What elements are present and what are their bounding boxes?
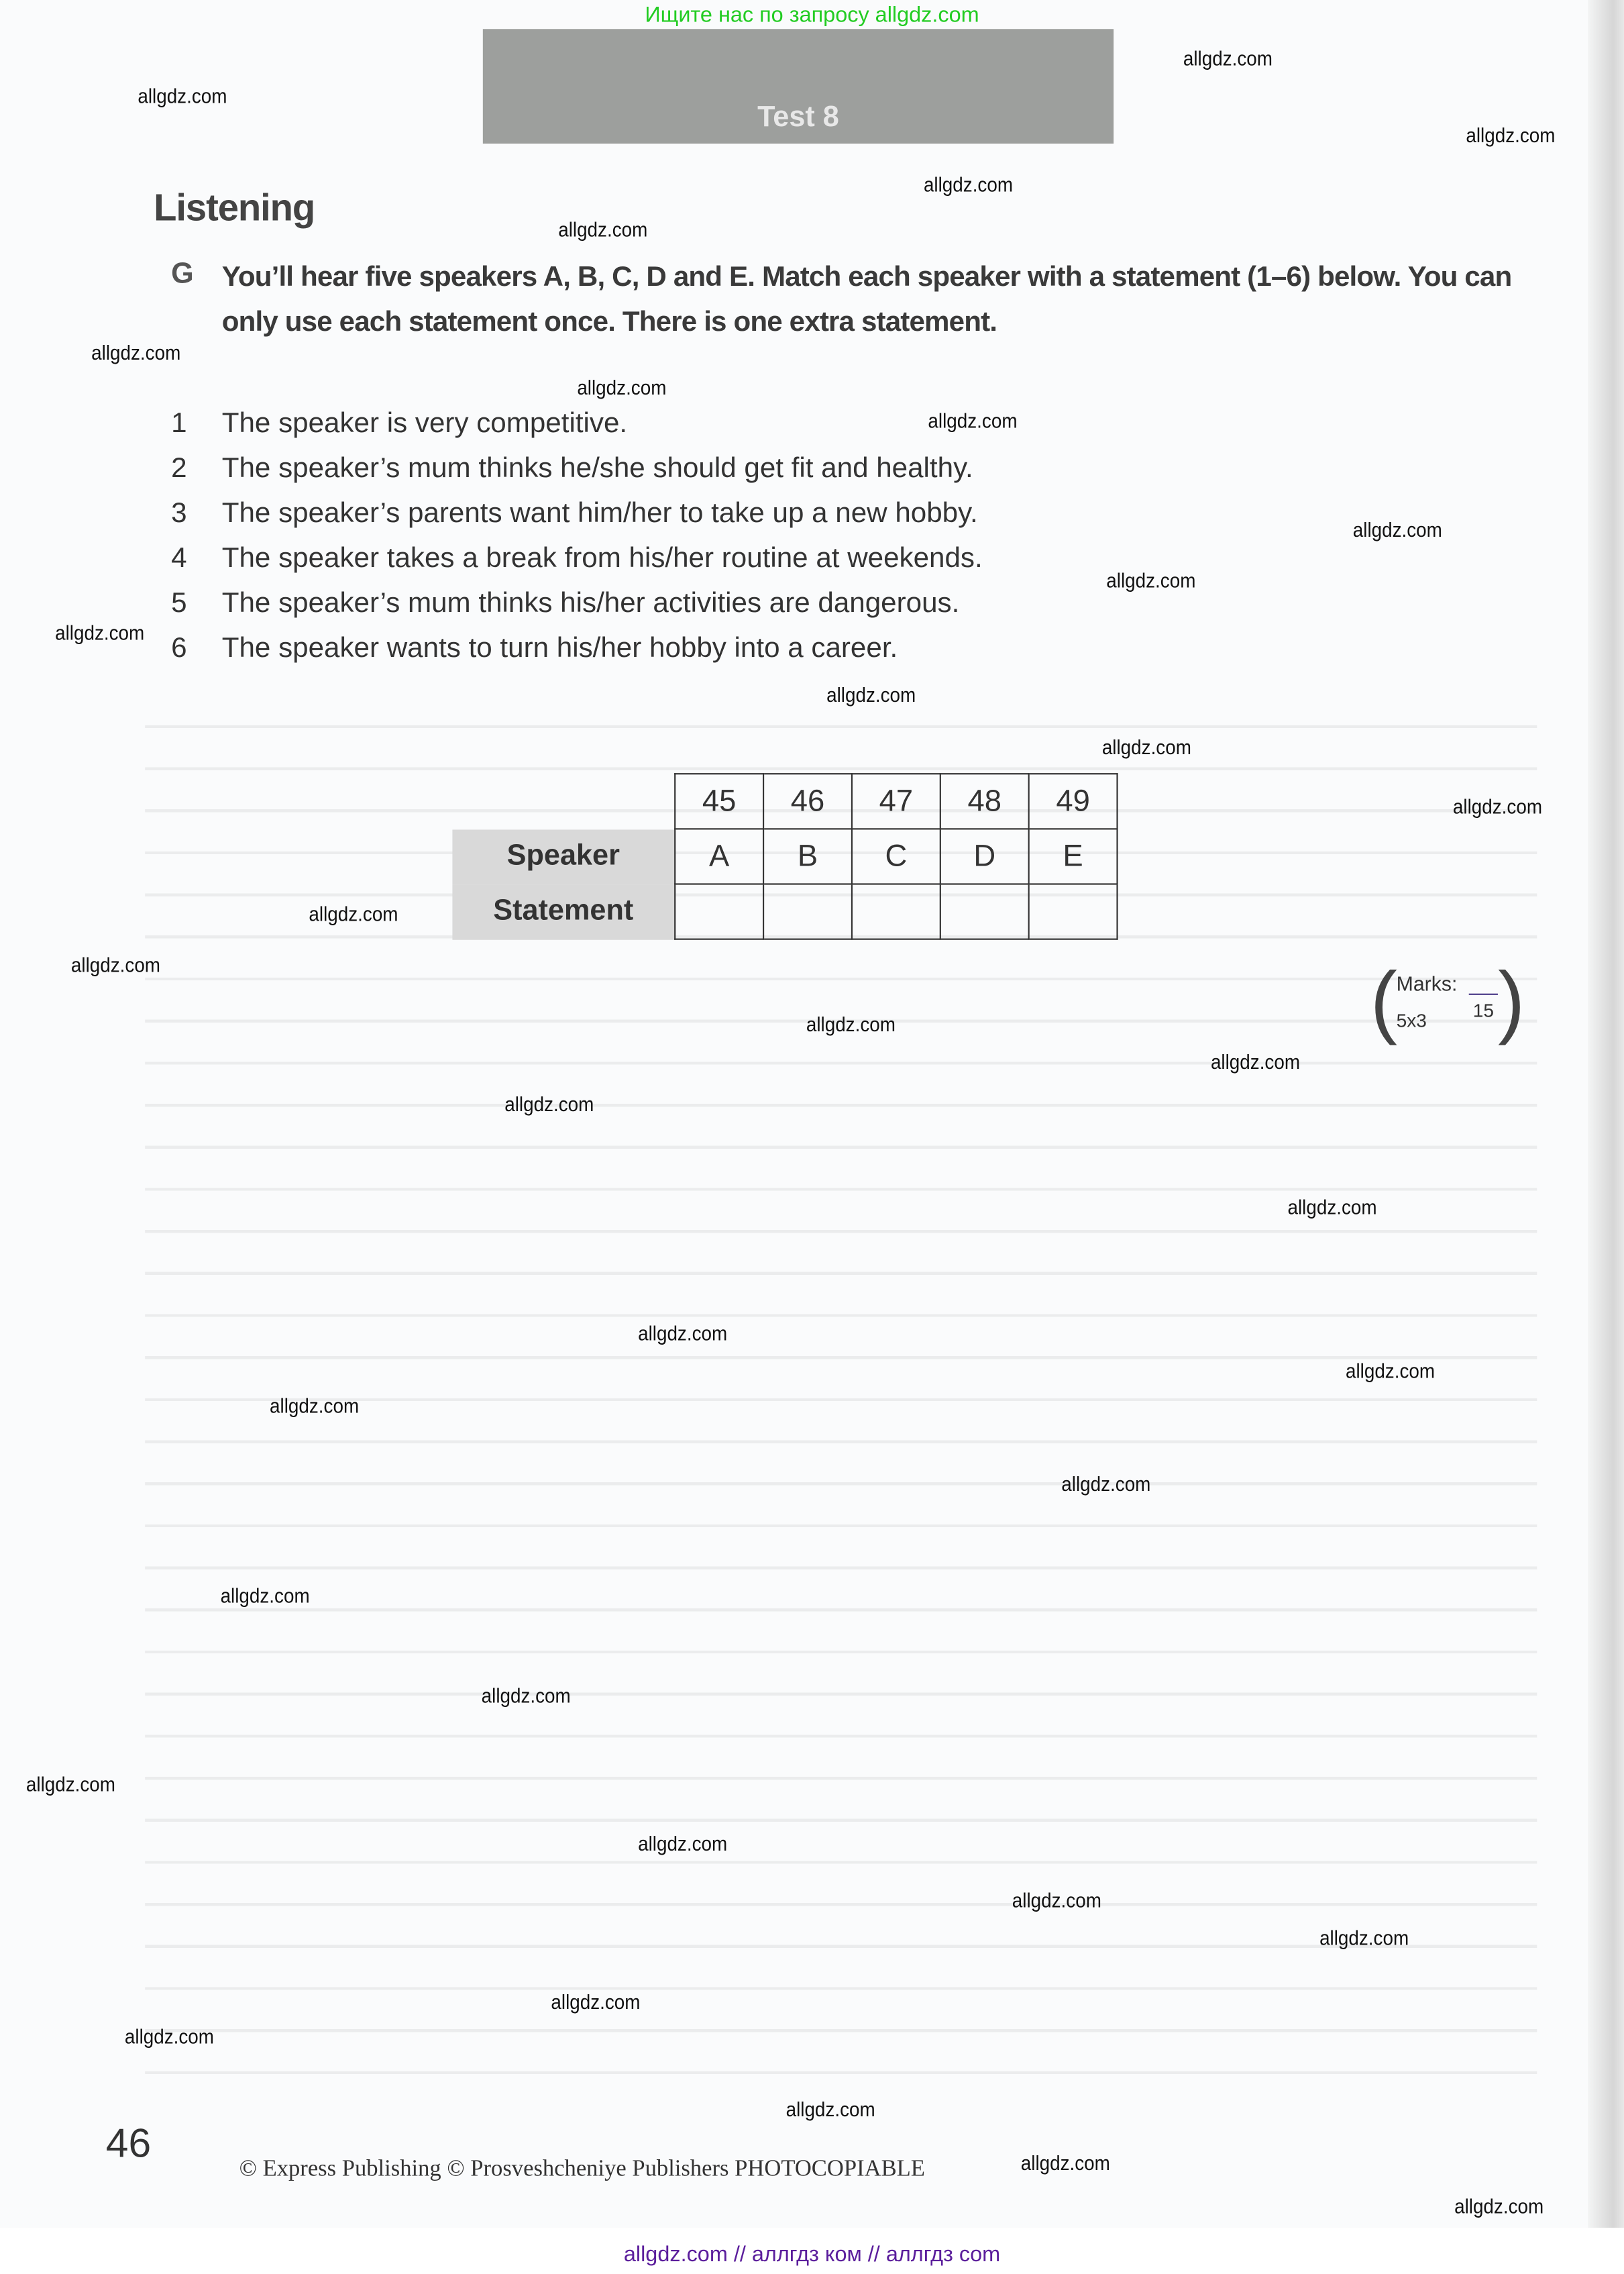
question-number: 48 xyxy=(940,774,1029,829)
watermark-text: allgdz.com xyxy=(1352,517,1442,541)
task-letter: G xyxy=(171,258,194,291)
watermark-text: allgdz.com xyxy=(1345,1359,1436,1383)
statement-list xyxy=(171,402,983,672)
watermark-text: allgdz.com xyxy=(558,217,648,241)
watermark-text: allgdz.com xyxy=(1466,123,1556,147)
marks-calc: 5x3 xyxy=(1396,1009,1427,1031)
copyright: © Express Publishing © Prosveshcheniye Publishers PHOTOCOPIABLE xyxy=(239,2157,925,2182)
question-number: 47 xyxy=(852,774,940,829)
marks-label: Marks: xyxy=(1396,972,1458,995)
watermark-text: allgdz.com xyxy=(1287,1195,1377,1219)
answer-table xyxy=(452,773,1118,940)
watermark-text: allgdz.com xyxy=(826,683,916,707)
speaker-cell: E xyxy=(1029,829,1118,884)
item-text: The speaker’s parents want him/her to take up a new hobby. xyxy=(221,497,978,529)
watermark-text: allgdz.com xyxy=(638,1321,728,1345)
item-number: 3 xyxy=(171,497,187,529)
right-parenthesis: ) xyxy=(1497,954,1525,1046)
table-row xyxy=(452,829,1117,884)
item-text: The speaker is very competitive. xyxy=(221,407,628,440)
item-number: 1 xyxy=(171,407,187,440)
list-item xyxy=(171,582,983,627)
section-title: Listening xyxy=(154,185,315,229)
watermark-text: allgdz.com xyxy=(638,1832,728,1855)
item-number: 5 xyxy=(171,587,187,620)
watermark-text: allgdz.com xyxy=(928,409,1018,433)
question-number: 45 xyxy=(675,774,763,829)
question-number: 46 xyxy=(763,774,852,829)
watermark-text: allgdz.com xyxy=(1452,794,1543,819)
watermark-text: allgdz.com xyxy=(1106,568,1196,592)
speaker-cell: A xyxy=(675,829,763,884)
top-banner-link[interactable]: Ищите нас по запросу allgdz.com xyxy=(645,3,979,28)
item-number: 6 xyxy=(171,632,187,665)
site-links[interactable]: allgdz.com // аллгдз ком // аллгдз com xyxy=(623,2242,1001,2267)
watermark-text: allgdz.com xyxy=(309,902,398,926)
question-number: 49 xyxy=(1029,774,1118,829)
item-number: 2 xyxy=(171,452,187,484)
statement-answer-cell[interactable] xyxy=(1029,884,1118,939)
watermark-text: allgdz.com xyxy=(220,1584,310,1608)
page-number: 46 xyxy=(105,2120,152,2166)
marks-total: 15 xyxy=(1469,994,1498,1021)
statement-answer-cell[interactable] xyxy=(675,884,763,939)
item-text: The speaker takes a break from his/her routine at weekends. xyxy=(221,542,983,574)
item-number: 4 xyxy=(171,542,187,574)
watermark-text: allgdz.com xyxy=(481,1684,571,1708)
item-text: The speaker wants to turn his/her hobby into a career. xyxy=(221,632,898,665)
watermark-text: allgdz.com xyxy=(1101,735,1191,759)
watermark-text: allgdz.com xyxy=(138,84,227,107)
watermark-text: allgdz.com xyxy=(70,953,161,976)
row-label-speaker: Speaker xyxy=(452,829,675,884)
statement-answer-cell[interactable] xyxy=(852,884,940,939)
watermark-text: allgdz.com xyxy=(91,340,181,364)
watermark-text: allgdz.com xyxy=(551,1989,641,2014)
list-item xyxy=(171,447,983,492)
watermark-text: allgdz.com xyxy=(270,1394,360,1417)
watermark-text: allgdz.com xyxy=(1183,46,1273,70)
item-text: The speaker’s mum thinks his/her activities are dangerous. xyxy=(221,587,960,620)
watermark-text: allgdz.com xyxy=(923,172,1014,196)
table-row xyxy=(452,884,1117,939)
watermark-text: allgdz.com xyxy=(1210,1050,1301,1074)
test-title: Test 8 xyxy=(757,101,839,134)
watermark-text: allgdz.com xyxy=(786,2097,875,2121)
speaker-cell: D xyxy=(940,829,1029,884)
row-label-statement: Statement xyxy=(452,884,675,939)
list-item xyxy=(171,537,983,582)
watermark-text: allgdz.com xyxy=(124,2024,214,2049)
speaker-cell: B xyxy=(763,829,852,884)
test-header-box xyxy=(483,29,1114,144)
watermark-text: allgdz.com xyxy=(577,375,667,399)
watermark-text: allgdz.com xyxy=(1061,1472,1151,1496)
marks-box xyxy=(1370,954,1525,1050)
left-parenthesis: ( xyxy=(1370,954,1398,1046)
list-item xyxy=(171,627,983,672)
statement-answer-cell[interactable] xyxy=(763,884,852,939)
watermark-text: allgdz.com xyxy=(55,621,145,644)
page-edge-shadow xyxy=(1588,0,1624,2228)
watermark-text: allgdz.com xyxy=(1319,1926,1409,1950)
speaker-cell: C xyxy=(852,829,940,884)
statement-answer-cell[interactable] xyxy=(940,884,1029,939)
watermark-text: allgdz.com xyxy=(1012,1888,1101,1912)
item-text: The speaker’s mum thinks he/she should get fit and healthy. xyxy=(221,452,973,484)
task-instruction: You’ll hear five speakers A, B, C, D and E. Match each speaker with a statement (1–6) below. You can only use each statement once. There is one extra statement. xyxy=(221,261,1512,338)
watermark-text: allgdz.com xyxy=(25,1772,115,1796)
list-item xyxy=(171,402,983,447)
table-row xyxy=(452,774,1117,829)
watermark-text: allgdz.com xyxy=(1454,2194,1544,2218)
watermark-text: allgdz.com xyxy=(806,1012,896,1036)
list-item xyxy=(171,492,983,537)
watermark-text: allgdz.com xyxy=(1020,2151,1110,2175)
watermark-text: allgdz.com xyxy=(504,1092,594,1116)
